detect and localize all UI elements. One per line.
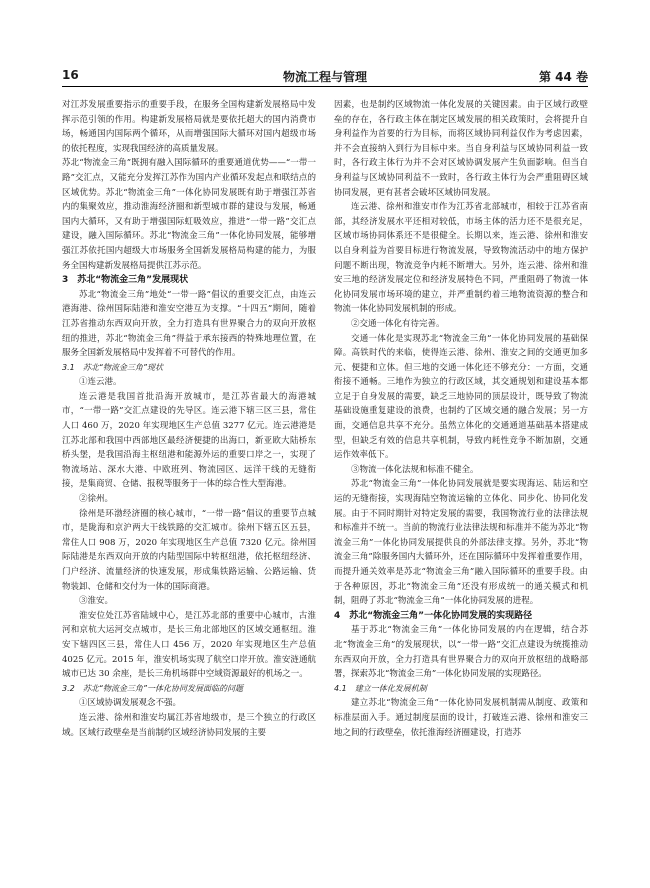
- paragraph: 建立苏北“物流金三角”一体化协同发展机制需从制度、政策和标准层面入手。通过制度层面的设计，打破连云港、徐州和淮安三地之间的行政壁垒，依托淮海经济圈建设，打造苏: [334, 698, 588, 738]
- section-heading: 3 苏北“物流金三角”发展现状: [62, 275, 189, 286]
- running-header: [62, 66, 588, 87]
- paragraph: 连云港、徐州和淮安市作为江苏省北部城市，相较于江苏省南部，其经济发展水平还相对较低，市场主体的活力还不是很充足，区域市场协同体系还不是很健全。长期以来，连云港、徐州和淮安以自身利益为首要目标进行物流发展，导致物流活动中的地方保护问题不断出现，物流竞争内耗不断增大。另外，连云港、徐州和淮安三地的经济发展定位和经济发展特色不同，严重阻碍了物流一体化协同发展市场环境的建立，并严重制约着三地物流资源的整合和物流一体化协同发展机制的形成。: [334, 202, 588, 315]
- paragraph: 苏北“物流金三角”地处“一带一路”倡议的重要交汇点，由连云港海港、徐州国际陆港和淮安空港互为支撑。“十四五”期间，随着江苏省推动东西双向开放，全力打造具有世界聚合力的双向开放枢纽的推进，苏北“物流金三角”得益于承东接西的特殊地理位置，在服务全国新发展格局中发挥着不可替代的作用。: [62, 289, 316, 359]
- paragraph: ①区域协调发展观念不强。: [79, 698, 182, 709]
- volume-label: 第 44 卷: [538, 70, 588, 84]
- paragraph: 苏北“物流金三角”既拥有融入国际循环的重要通道优势——“一带一路”交汇点，又能充分发挥江苏作为国内产业循环发起点和联结点的区域优势。苏北“物流金三角”一体化协同发展既有助于增强江苏省内的集聚效应，推动淮海经济圈和新型城市群的建设与发展，畅通国内大循环，又有助于增强国际虹吸效应，推进“一带一路”交汇点建设，融入国际循环。苏北“物流金三角”一体化协同发展，能够增强江苏依托国内超级大市场服务全国新发展格局构建的能力，为服务全国构建新发展格局提供江苏示范。: [62, 158, 316, 271]
- paragraph: ③物流一体化法规和标准不健全。: [351, 464, 479, 475]
- page-number: 16: [62, 68, 79, 82]
- paragraph: 连云港是我国首批沿海开放城市，是江苏省最大的海港城市，“一带一路”交汇点建设的先导区。连云港下辖三区三县，常住人口 460 万，2020 年实现地区生产总值 3277 亿元。连云港港是江苏北部和我国中西部地区最经济便捷的出海口，新亚欧大陆桥东桥头堡，是我国沿海主枢纽港和能源外运的重要口岸之一，实现了物流场站、深水大港、中欧班列、物流园区、远洋干线的无缝衔接，是集商贸、仓储、报税等服务于一体的综合性大型海港。: [62, 391, 316, 490]
- paragraph: 因素，也是制约区域物流一体化发展的关键因素。由于区域行政壁垒的存在，各行政主体在制定区域发展的相关政策时，会将提升自身利益作为首要的行为目标，而将区域协同利益仅作为考虑因素，并不会直接纳入到行为目标中来。当自身利益与区域协同利益一致时，各行政主体行为并不会对区域协调发展产生负面影响。但当自身利益与区域协同利益不一致时，各行政主体行为会严重阻碍区域协同发展，更有甚者会破坏区域协同发展。: [334, 100, 588, 198]
- left-column: [62, 98, 316, 870]
- paragraph: 苏北“物流金三角”一体化协同发展就是要实现海运、陆运和空运的无缝衔接，实现海陆空物流运输的立体化、同步化、协同化发展。由于不同时期针对特定发展的需要，我国物流行业的法律法规和标准并不统一。当前的物流行业法律法规和标准并不能为苏北“物流金三角”一体化协同发展提供良的外部法律支撑。另外，苏北“物流金三角”除服务国内大循环外，还在国际循环中发挥着重要作用，而提升通关效率是苏北“物流金三角”融入国际循环的重要手段。由于各种原因，苏北“物流金三角”还没有形成统一的通关模式和机制，阻碍了苏北“物流金三角”一体化协同发展的进程。: [334, 479, 588, 607]
- paragraph: 对江苏发展重要指示的重要手段，在服务全国构建新发展格局中发挥示范引领的作用。构建新发展格局就是要依托超大的国内消费市场，畅通国内国际两个循环，从而增强国际大循环对国内超级市场的依托程度，实现我国经济的高质量发展。: [62, 100, 316, 154]
- section-heading: 4 苏北“物流金三角”一体化协同发展的实现路径: [334, 610, 533, 621]
- paragraph: ②徐州。: [79, 494, 114, 505]
- paragraph: 淮安位处江苏省陆域中心，是江苏北部的重要中心城市，古淮河和京杭大运河交点城市，是长三角北部地区的区域交通枢纽。淮安下辖四区三县，常住人口 456 万，2020 年实现地区生产总值 4025 亿元。2015 年，淮安机场实现了航空口岸开放。淮安涟通航城市已达 30 余座，是长三角机场群中空域资源最好的机场之一。: [62, 610, 316, 680]
- section-heading: 3.2 苏北“物流金三角”一体化协同发展面临的问题: [62, 683, 244, 693]
- paragraph: ③淮安。: [79, 596, 114, 607]
- paragraph: 交通一体化是实现苏北“物流金三角”一体化协同发展的基础保障。高铁时代的来临，使得连云港、徐州、淮安之间的交通更加多元、便捷和立体。但三地的交通一体化还不够充分：一方面，交通衔接不通畅。三地作为独立的行政区域，其交通规划和建设基本都立足于自身发展的需要，缺乏三地协同的顶层设计，既导致了物流基础设施重复建设的浪费，也制约了区域交通的融合发展；另一方面，交通信息共享不充分。虽然立体化的交通通道基础基本搭建成型，但缺乏有效的信息共享机制，导致内耗性竞争不断加剧，交通运作效率低下。: [334, 333, 588, 461]
- paragraph: ②交通一体化有待完善。: [351, 318, 445, 329]
- paragraph: 徐州是环渤经济圈的核心城市，“一带一路”倡议的重要节点城市，是陇海和京沪两大干线铁路的交汇城市。徐州下辖五区五县，常住人口 908 万，2020 年实现地区生产总值 7320 亿元。徐州国际陆港是东西双向开放的内陆型国际中转枢纽港，依托枢纽经济、门户经济、流量经济的快速发展，形成集铁路运输、公路运输、货物装卸、仓储和交付为一体的国际商港。: [62, 508, 316, 592]
- paragraph: ①连云港。: [79, 377, 122, 388]
- paragraph: 基于苏北“物流金三角”一体化协同发展的内在逻辑，结合苏北“物流金三角”的发展现状，以“一带一路”交汇点建设为统揽推动东西双向开放，全力打造具有世界聚合力的双向开放枢纽的战略部署，探索苏北“物流金三角”一体化协同发展的实现路径。: [334, 625, 588, 680]
- paragraph: 连云港、徐州和淮安均属江苏省地级市，是三个独立的行政区域。区域行政壁垒是当前制约区域经济协同发展的主要: [62, 712, 316, 738]
- section-heading: 4.1 建立一体化发展机制: [334, 683, 427, 693]
- right-column: [334, 98, 588, 870]
- section-heading: 3.1 苏北“物流金三角”现状: [62, 362, 164, 372]
- journal-title: 物流工程与管理: [282, 70, 367, 84]
